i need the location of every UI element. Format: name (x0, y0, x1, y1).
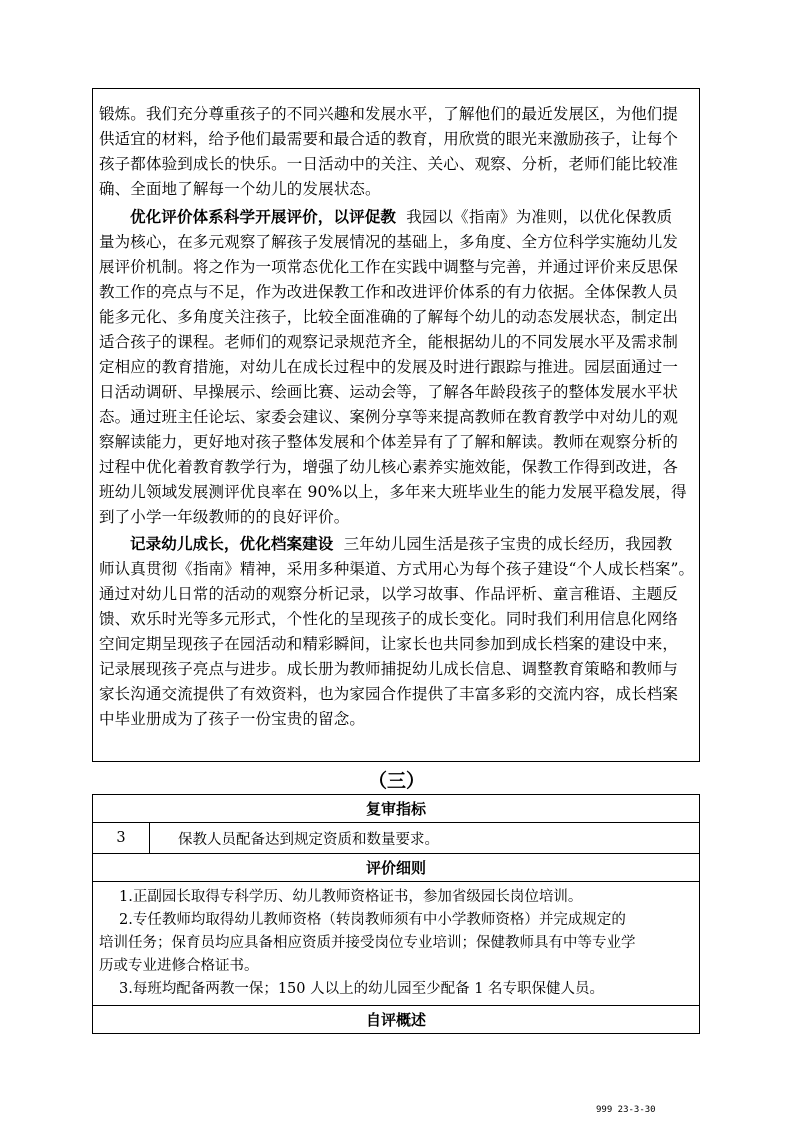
item-text: 保教人员配备达到规定资质和数量要求。 (150, 823, 700, 854)
paragraph-3-heading: 记录幼儿成长，优化档案建设 (130, 535, 334, 553)
narrative-box (92, 88, 700, 762)
details-content: 1.正副园长取得专科学历、幼儿教师资格证书，参加省级园长岗位培训。 2.专任教师均取得幼儿教师资格（转岗教师须有中小学教师资格）并完成规定的 培训任务；保育员均应具备相应资质并接受岗位专业培训；保健教师具有中等专业学 历或专业进修合格证书。 3.每班均配备两教一保；150 人以上的幼儿园至少配备 1 名专职保健人员。 (93, 882, 700, 1006)
item-number: 3 (93, 823, 150, 854)
paragraph-2: 优化评价体系科学开展评价，以评促教 我园以《指南》为准则，以优化保教质 量为核心，在多元观察了解孩子发展情况的基础上，多角度、全方位科学实施幼儿发 展评价机制。将之作为一项常态优化工作在实践中调整与完善，并通过评价来反思保 教工作的亮点与不足，作为改进保教工作和改进评价体系的有力依据。全体保教人员 能多元化、多角度关注孩子，比较全面准确的了解每个幼儿的动态发展状态，制定出 适合孩子的课程。老师们的观察记录规范齐全，能根据幼儿的不同发展水平及需求制 定相应的教育措施，对幼儿在成长过程中的发展及时进行跟踪与推进。园层面通过一 日活动调研、早操展示、绘画比赛、运动会等，了解各年龄段孩子的整体发展水平状 态。通过班主任论坛、家委会建议、案例分享等来提高教师在教育教学中对幼儿的观 察解读能力，更好地对孩子整体发展和个体差异有了了解和解读。教师在观察分析的 过程中优化着教育教学行为，增强了幼儿核心素养实施效能，保教工作得到改进，各 班幼儿领域发展测评优良率在 90%以上，多年来大班毕业生的能力发展平稳发展，得 到了小学一年级教师的的良好评价。 (99, 208, 687, 526)
section-title: （三） (367, 770, 425, 792)
paragraph-1: 锻炼。我们充分尊重孩子的不同兴趣和发展水平，了解他们的最近发展区，为他们提 供适宜的材料，给予他们最需要和最合适的教育，用欣赏的眼光来激励孩子，让每个 孩子都体验到成长的快乐。一日活动中的关注、关心、观察、分析，老师们能比较准 确、全面地了解每一个幼儿的发展状态。 (99, 105, 679, 198)
details-header: 评价细则 (93, 854, 700, 882)
footer-stamp: 999 23-3-30 (596, 1105, 656, 1115)
review-header: 复审指标 (93, 795, 700, 823)
paragraph-3: 记录幼儿成长，优化档案建设 三年幼儿园生活是孩子宝贵的成长经历，我园教 师认真贯彻《指南》精神，采用多种渠道、方式用心为每个孩子建设“个人成长档案”。 通过对幼儿日常的活动的观察分析记录，以学习故事、作品评析、童言稚语、主题反 馈、欢乐时光等多元形式，个性化的呈现孩子的成长变化。同时我们利用信息化网络 空间定期呈现孩子在园活动和精彩瞬间，让家长也共同参加到成长档案的建设中来， 记录展现孩子亮点与进步。成长册为教师捕捉幼儿成长信息、调整教育策略和教师与 家长沟通交流提供了有效资料，也为家园合作提供了丰富多彩的交流内容，成长档案 中毕业册成为了孩子一份宝贵的留念。 (99, 535, 695, 728)
paragraph-2-heading: 优化评价体系科学开展评价，以评促教 (130, 208, 397, 226)
self-eval-header: 自评概述 (93, 1006, 700, 1034)
review-table (92, 794, 700, 1034)
table-row (93, 823, 700, 854)
